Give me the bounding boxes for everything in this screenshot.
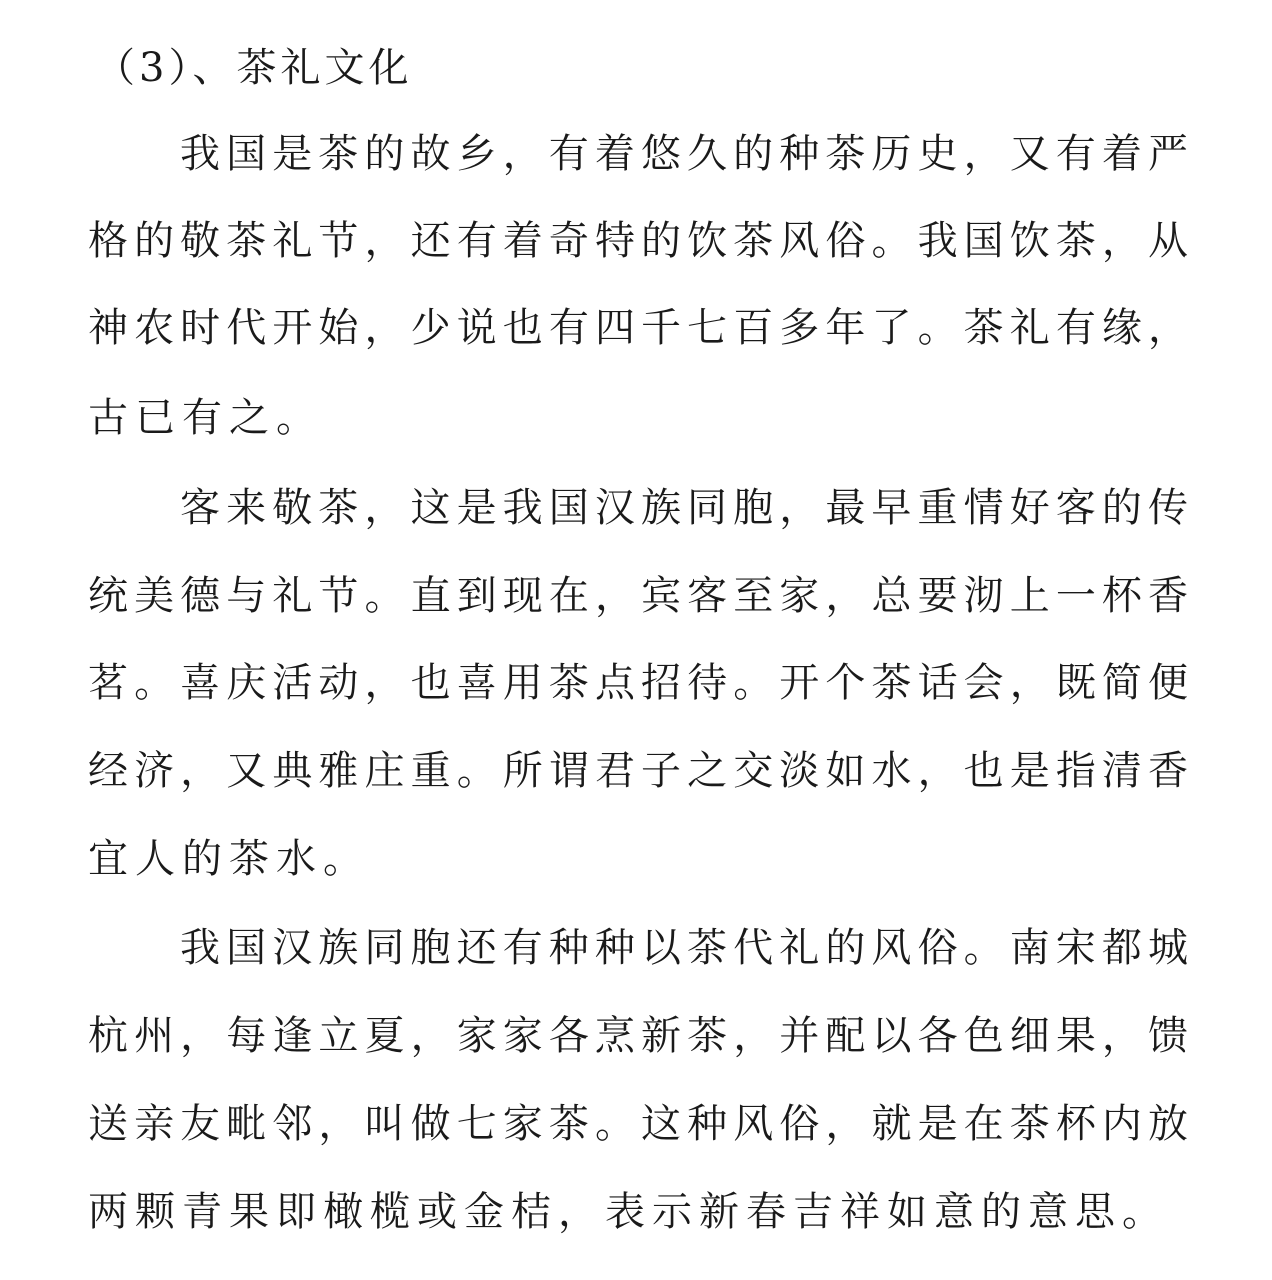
paragraph-line: 两颗青果即橄榄或金桔，表示新春吉祥如意的意思。 [88,1189,1169,1235]
paragraph-line: 客来敬茶，这是我国汉族同胞，最早重情好客的传 [180,485,1188,531]
paragraph-line: 我国汉族同胞还有种种以茶代礼的风俗。南宋都城 [180,925,1188,971]
paragraph-line: 统美德与礼节。直到现在，宾客至家，总要沏上一杯香 [88,573,1188,619]
paragraph-line: 格的敬茶礼节，还有着奇特的饮茶风俗。我国饮茶，从 [88,218,1188,264]
paragraph-line: 杭州，每逢立夏，家家各烹新茶，并配以各色细果，馈 [88,1013,1188,1059]
paragraph-line: 我国是茶的故乡，有着悠久的种茶历史，又有着严 [180,131,1188,177]
section-heading: （3）、茶礼文化 [95,45,413,91]
paragraph-line: 经济，又典雅庄重。所谓君子之交淡如水，也是指清香 [88,748,1188,794]
paragraph-line: 送亲友毗邻，叫做七家茶。这种风俗，就是在茶杯内放 [88,1101,1188,1147]
paragraph-line: 宜人的茶水。 [88,836,370,882]
paragraph-line: 茗。喜庆活动，也喜用茶点招待。开个茶话会，既简便 [88,660,1188,706]
paragraph-line: 神农时代开始，少说也有四千七百多年了。茶礼有缘， [88,305,1188,351]
paragraph-line: 古已有之。 [88,395,323,441]
